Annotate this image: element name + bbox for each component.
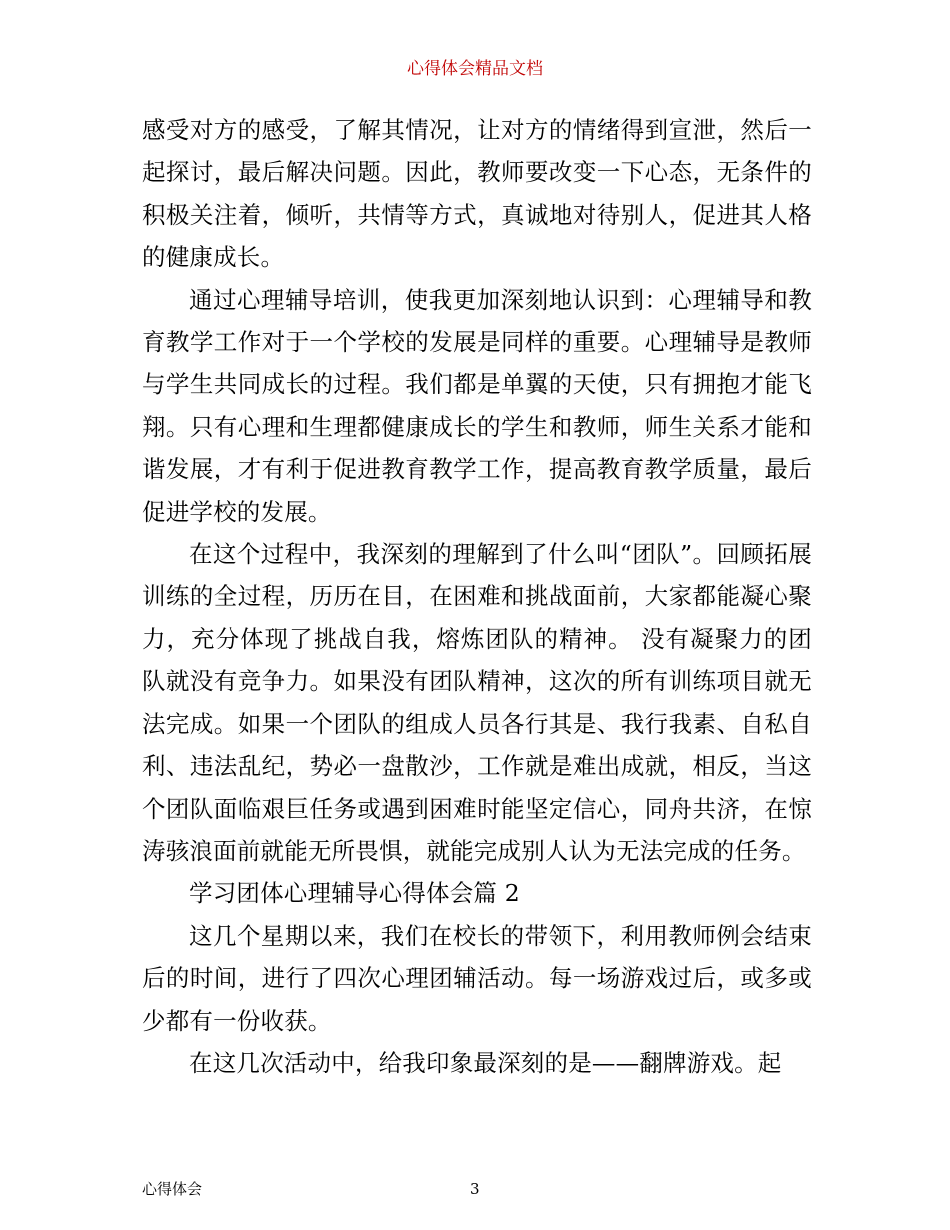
paragraph: 在这几次活动中，给我印象最深刻的是——翻牌游戏。起 [189,1048,782,1077]
page-number: 3 [470,1180,480,1198]
paragraph: 通过心理辅导培训，使我更加深刻地认识到：心理辅导和教育教学工作对于一个学校的发展是同样的重要。心理辅导是教师与学生共同成长的过程。我们都是单翼的天使，只有拥抱才能飞翔。只有心理和生理都健康成长的学生和教师，师生关系才能和谐发展，才有利于促进教育教学工作，提高教育教学质量，最后促进学校的发展。 [142,285,812,526]
footer-label: 心得体会 [142,1180,203,1198]
document-body [142,109,812,1084]
page-footer [142,1178,812,1200]
paragraph: 这几个星期以来，我们在校长的带领下，利用教师例会结束后的时间，进行了四次心理团辅活动。每一场游戏过后，或多或少都有一份收获。 [142,921,812,1035]
page-header: 心得体会精品文档 [407,59,543,79]
paragraph-continuation: 感受对方的感受，了解其情况，让对方的情绪得到宣泄，然后一起探讨，最后解决问题。因此，教师要改变一下心态，无条件的积极关注着，倾听，共情等方式，真诚地对待别人，促进其人格的健康成长。 [142,116,812,272]
paragraph: 在这个过程中，我深刻的理解到了什么叫“团队”。回顾拓展训练的全过程，历历在目，在困难和挑战面前，大家都能凝心聚力，充分体现了挑战自我，熔炼团队的精神。 没有凝聚力的团队就没有竞争力。如果没有团队精神，这次的所有训练项目就无法完成。如果一个团队的组成人员各行其是、我行我素、自私自利、违法乱纪，势必一盘散沙，工作就是难出成就，相反，当这个团队面临艰巨任务或遇到困难时能坚定信心，同舟共济，在惊涛骇浪面前就能无所畏惧，就能完成别人认为无法完成的任务。 [142,540,812,865]
section-heading: 学习团体心理辅导心得体会篇 2 [189,879,520,908]
